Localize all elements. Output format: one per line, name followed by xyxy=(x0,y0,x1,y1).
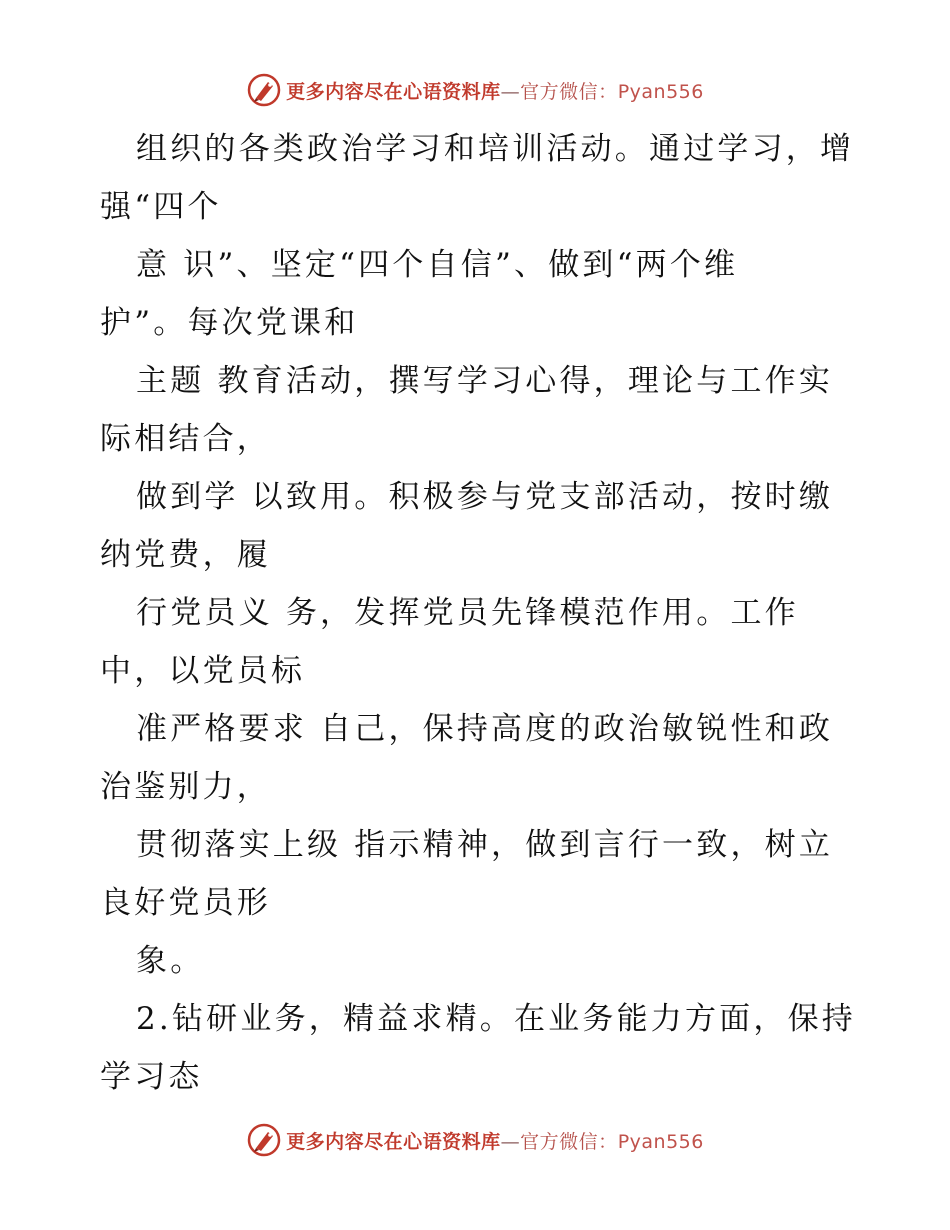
pen-nib-logo-icon xyxy=(246,72,282,108)
header-banner xyxy=(0,70,950,110)
text-line: 际相结合， xyxy=(100,421,271,457)
banner-wechat-label: 官方微信： xyxy=(520,1130,618,1153)
banner-text xyxy=(286,1127,704,1154)
text-line: 组织的各类政治学习和培训活动。通过学习，增 xyxy=(136,131,855,167)
document-body xyxy=(100,120,860,1106)
banner-main-text: 更多内容尽在心语资料库 xyxy=(286,80,501,103)
text-line: 做到学 以致用。积极参与党支部活动，按时缴 xyxy=(136,479,834,515)
text-line: 贯彻落实上级 指示精神，做到言行一致，树立 xyxy=(136,827,834,863)
footer-banner xyxy=(0,1120,950,1160)
text-line: 护”。每次党课和 xyxy=(100,305,359,341)
banner-dash: — xyxy=(500,80,521,103)
text-line: 治鉴别力， xyxy=(100,769,271,805)
text-line: 象。 xyxy=(136,943,205,979)
text-line: 主题 教育活动，撰写学习心得，理论与工作实 xyxy=(136,363,834,399)
text-line: 行党员义 务，发挥党员先锋模范作用。工作 xyxy=(136,595,799,631)
text-line: 强“四个 xyxy=(100,189,222,225)
pen-nib-logo-icon xyxy=(246,1122,282,1158)
banner-dash: — xyxy=(500,1130,521,1153)
text-line: 学习态 xyxy=(100,1059,203,1095)
text-line: 良好党员形 xyxy=(100,885,271,921)
banner-wechat-id: Pyan556 xyxy=(617,80,704,103)
banner-main-text: 更多内容尽在心语资料库 xyxy=(286,1130,501,1153)
banner-wechat-label: 官方微信： xyxy=(520,80,618,103)
text-line: 中，以党员标 xyxy=(100,653,306,689)
text-line: 纳党费，履 xyxy=(100,537,271,573)
banner-wechat-id: Pyan556 xyxy=(617,1130,704,1153)
text-line: 2.钻研业务，精益求精。在业务能力方面，保持 xyxy=(136,1001,856,1037)
banner-text xyxy=(286,77,704,104)
text-line: 准严格要求 自己，保持高度的政治敏锐性和政 xyxy=(136,711,834,747)
text-line: 意 识”、坚定“四个自信”、做到“两个维 xyxy=(136,247,739,283)
